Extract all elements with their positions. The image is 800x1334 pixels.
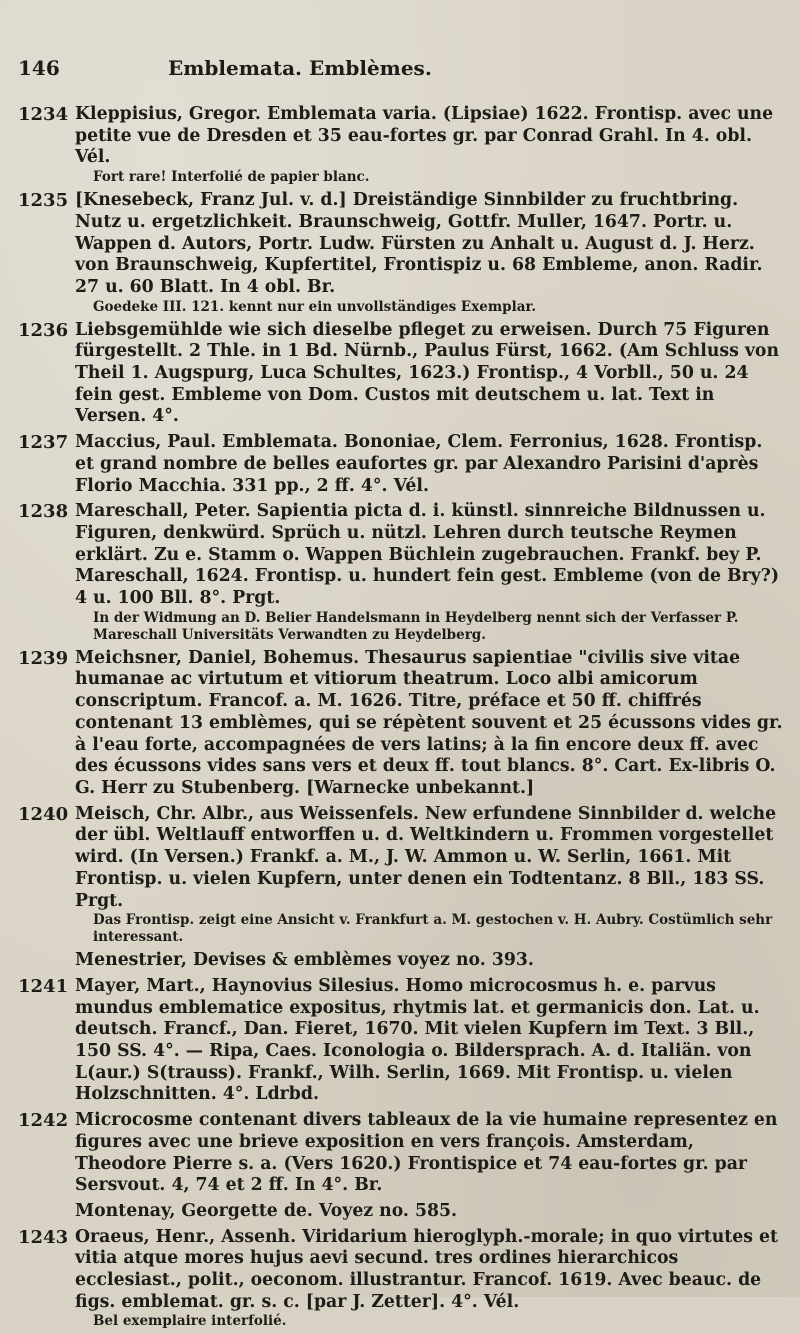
catalogue-entry	[0, 1227, 800, 1331]
entry-text: Mareschall, Peter. Sapientia picta d. i. künstl. sinnreiche Bildnussen u. Figuren, denkwürd. Sprüch u. nützl. Lehren durch teutsche Reymen erklärt. Zu e. Stamm o. Wappen Büchlein zugebrauchen. Frankf. bey P. Mareschall, 1624. Frontisp. u. hundert fein gest. Embleme (von de Bry?) 4 u. 100 Bll. 8°. Prgt.	[75, 501, 780, 609]
entry-note: Bel exemplaire interfolié.	[93, 1313, 287, 1330]
entry-number: 1237	[18, 432, 69, 454]
catalogue-entries	[0, 104, 800, 1334]
entry-text: Oraeus, Henr., Assenh. Viridarium hieroglyph.-morale; in quo virtutes et vitia atque mores hujus aevi secund. tres ordines hierarchicos ecclesiast., polit., oeconom. illustrantur. Francof. 1619. Avec beauc. de figs. emblemat. gr. s. c. [par J. Zetter]. 4°. Vél.	[75, 1226, 778, 1312]
entry-text: Meisch, Chr. Albr., aus Weissenfels. New erfundene Sinnbilder d. welche der übl. Weltlauff entworffen u. d. Weltkindern u. Frommen vorgestellet wird. (In Versen.) Frankf. a. M., J. W. Ammon u. W. Serlin, 1661. Mit Frontisp. u. vielen Kupfern, unter denen ein Todtentanz. 8 Bll., 183 SS. Prgt.	[75, 803, 777, 911]
entry-text: Meichsner, Daniel, Bohemus. Thesaurus sapientiae "civilis sive vitae humanae ac virtutum et vitiorum theatrum. Loco albi amicorum conscriptum. Francof. a. M. 1626. Titre, préface et 50 ff. chiffrés contenant 13 emblèmes, qui se répètent souvent et 25 écussons vides gr. à l'eau forte, accompagnées de vers latins; à la fin encore deux ff. avec des écussons vides sans vers et deux ff. tout blancs. 8°. Cart. Ex-libris O. G. Herr zu Stubenberg. [Warnecke unbekannt.]	[75, 647, 783, 798]
cross-reference	[75, 950, 786, 972]
entry-number: 1242	[18, 1110, 69, 1132]
entry-text: Mayer, Mart., Haynovius Silesius. Homo microcosmus h. e. parvus mundus emblematice expositus, rhytmis lat. et germanicis don. Lat. u. deutsch. Francf., Dan. Fieret, 1670. Mit vielen Kupfern im Text. 3 Bll., 150 SS. 4°. — Ripa, Caes. Iconologia o. Bildersprach. A. d. Italiän. von L(aur.) S(trauss). Frankf., Wilh. Serlin, 1669. Mit Frontisp. u. vielen Holzschnitten. 4°. Ldrbd.	[75, 975, 760, 1105]
entry-note: In der Widmung an D. Belier Handelsmann in Heydelberg nennt sich der Verfasser P. Mareschall Universitäts Verwandten zu Heydelberg.	[93, 609, 739, 643]
page-number: 146	[18, 56, 60, 80]
entry-text: Kleppisius, Gregor. Emblemata varia. (Lipsiae) 1622. Frontisp. avec une petite vue de Dresden et 35 eau-fortes gr. par Conrad Grahl. In 4. obl. Vél.	[75, 104, 774, 168]
entry-number: 1243	[18, 1226, 69, 1248]
running-head: Emblemata. Emblèmes.	[168, 56, 432, 80]
catalogue-entry	[0, 1110, 800, 1197]
entry-number: 1240	[18, 803, 69, 825]
catalogue-entry	[0, 976, 800, 1106]
catalogue-entry	[0, 190, 800, 316]
cross-reference-text: Montenay, Georgette de. Voyez no. 585.	[75, 1200, 458, 1221]
entry-number: 1234	[18, 104, 69, 125]
page-header	[18, 56, 780, 82]
entry-number: 1235	[18, 190, 69, 212]
catalogue-entry	[0, 501, 800, 644]
catalogue-entry	[0, 648, 800, 800]
entry-number: 1239	[18, 647, 69, 669]
entry-note: Fort rare! Interfolié de papier blanc.	[93, 169, 370, 186]
entry-text: [Knesebeck, Franz Jul. v. d.] Dreiständige Sinnbilder zu fruchtbring. Nutz u. ergetzlichkeit. Braunschweig, Gottfr. Muller, 1647. Portr. u. Wappen d. Autors, Portr. Ludw. Fürsten zu Anhalt u. August d. J. Herz. von Braunschweig, Kupfertitel, Frontispiz u. 68 Embleme, anon. Radir. 27 u. 60 Blatt. In 4 obl. Br.	[75, 190, 763, 297]
cross-reference	[75, 1201, 786, 1223]
catalogue-entry	[0, 320, 800, 429]
catalogue-entry	[0, 432, 800, 497]
entry-note: Goedeke III. 121. kennt nur ein unvollständiges Exemplar.	[93, 298, 537, 315]
catalogue-entry	[0, 104, 800, 186]
catalogue-entry	[0, 804, 800, 947]
entry-text: Maccius, Paul. Emblemata. Bononiae, Clem. Ferronius, 1628. Frontisp. et grand nombre de belles eaufortes gr. par Alexandro Parisini d'après Florio Macchia. 331 pp., 2 ff. 4°. Vél.	[75, 432, 763, 496]
entry-number: 1238	[18, 501, 69, 523]
entry-text: Microcosme contenant divers tableaux de la vie humaine representez en figures avec une brieve exposition en vers françois. Amsterdam, Theodore Pierre s. a. (Vers 1620.) Frontispice et 74 eau-fortes gr. par Sersvout. 4, 74 et 2 ff. In 4°. Br.	[75, 1110, 778, 1196]
entry-note: Das Frontisp. zeigt eine Ansicht v. Frankfurt a. M. gestochen v. H. Aubry. Costümlich sehr interessant.	[93, 912, 773, 946]
entry-number: 1236	[18, 319, 69, 341]
entry-number: 1241	[18, 975, 69, 997]
cross-reference-text: Menestrier, Devises & emblèmes voyez no. 393.	[75, 950, 534, 971]
entry-text: Liebsgemühlde wie sich dieselbe pfleget zu erweisen. Durch 75 Figuren fürgestellt. 2 Thle. in 1 Bd. Nürnb., Paulus Fürst, 1662. (Am Schluss von Theil 1. Augspurg, Luca Schultes, 1623.) Frontisp., 4 Vorbll., 50 u. 24 fein gest. Embleme von Dom. Custos mit deutschem u. lat. Text in Versen. 4°.	[75, 319, 780, 427]
